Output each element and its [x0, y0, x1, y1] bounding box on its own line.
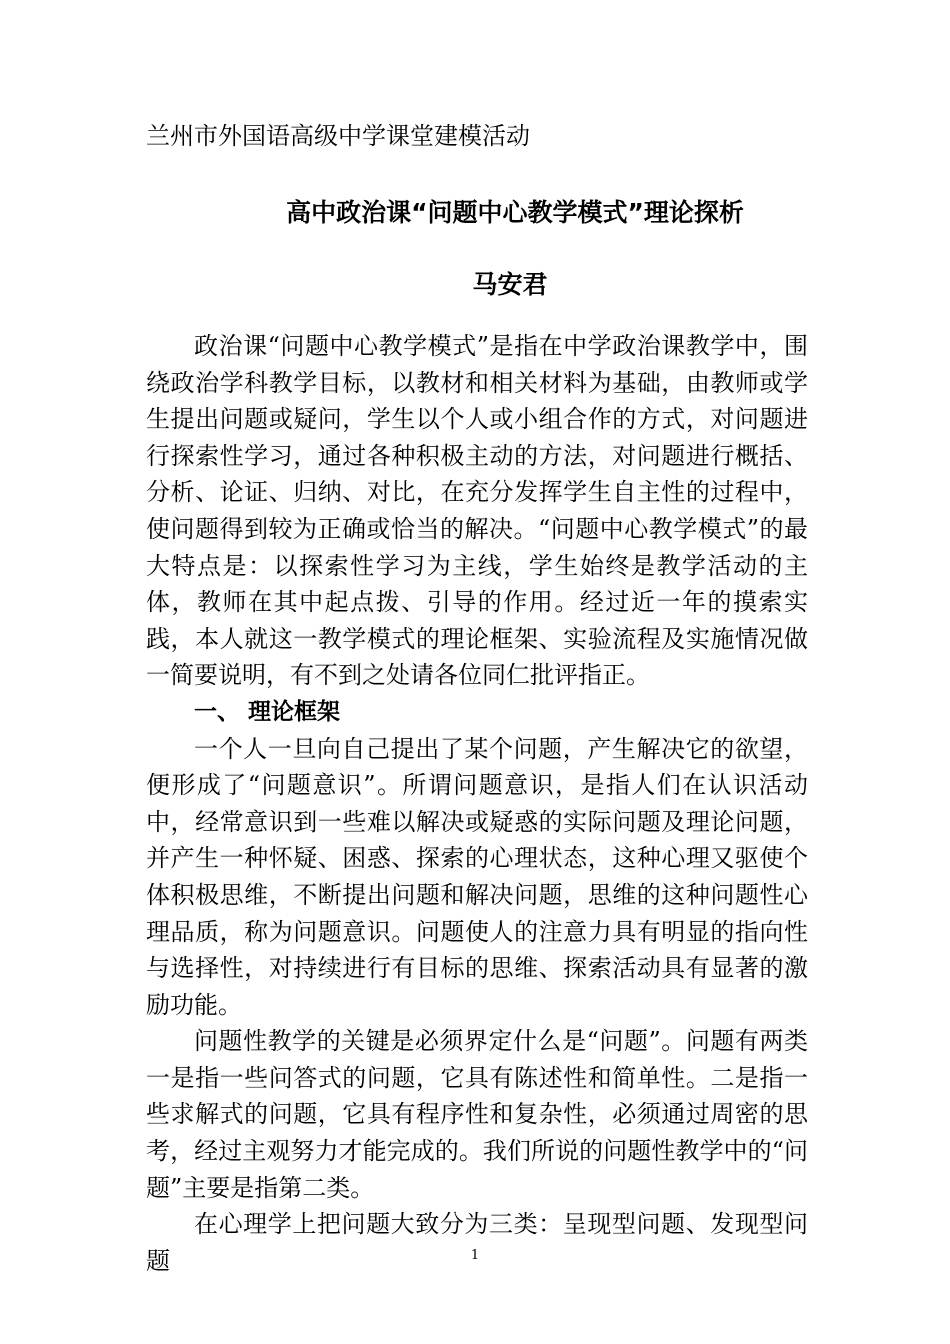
page-number: 1	[470, 1248, 480, 1263]
paragraph-problem-awareness: 一个人一旦向自己提出了某个问题，产生解决它的欲望，便形成了“问题意识”。所谓问题意识，是指人们在认识活动中，经常意识到一些难以解决或疑惑的实际问题及理论问题，并产生一种怀疑、困惑、探索的心理状态，这种心理又驱使个体积极思维，不断提出问题和解决问题，思维的这种问题性心理品质，称为问题意识。问题使人的注意力具有明显的指向性与选择性，对持续进行有目标的思维、探索活动具有显著的激励功能。	[146, 734, 808, 1019]
section-heading: 一、 理论框架	[194, 698, 341, 725]
document-header: 兰州市外国语高级中学课堂建模活动	[146, 122, 530, 150]
paragraph-intro: 政治课“问题中心教学模式”是指在中学政治课教学中，围绕政治学科教学目标，以教材和相关材料为基础，由教师或学生提出问题或疑问，学生以个人或小组合作的方式，对问题进行探索性学习，通过各种积极主动的方法，对问题进行概括、分析、论证、归纳、对比，在充分发挥学生自主性的过程中，使问题得到较为正确或恰当的解决。“问题中心教学模式”的最大特点是：以探索性学习为主线，学生始终是教学活动的主体，教师在其中起点拨、引导的作用。经过近一年的摸索实践，本人就这一教学模式的理论框架、实验流程及实施情况做一简要说明，有不到之处请各位同仁批评指正。	[146, 332, 808, 690]
document-body	[146, 328, 808, 1279]
paragraph-problem-definition: 问题性教学的关键是必须界定什么是“问题”。问题有两类一是指一些问答式的问题，它具有陈述性和简单性。二是指一些求解式的问题，它具有程序性和复杂性，必须通过周密的思考，经过主观努力才能完成的。我们所说的问题性教学中的“问题”主要是指第二类。	[146, 1027, 808, 1202]
document-title: 高中政治课“问题中心教学模式”理论探析	[286, 198, 744, 227]
paragraph-problem-types: 在心理学上把问题大致分为三类：呈现型问题、发现型问题	[146, 1210, 808, 1275]
document-author: 马安君	[472, 270, 548, 299]
